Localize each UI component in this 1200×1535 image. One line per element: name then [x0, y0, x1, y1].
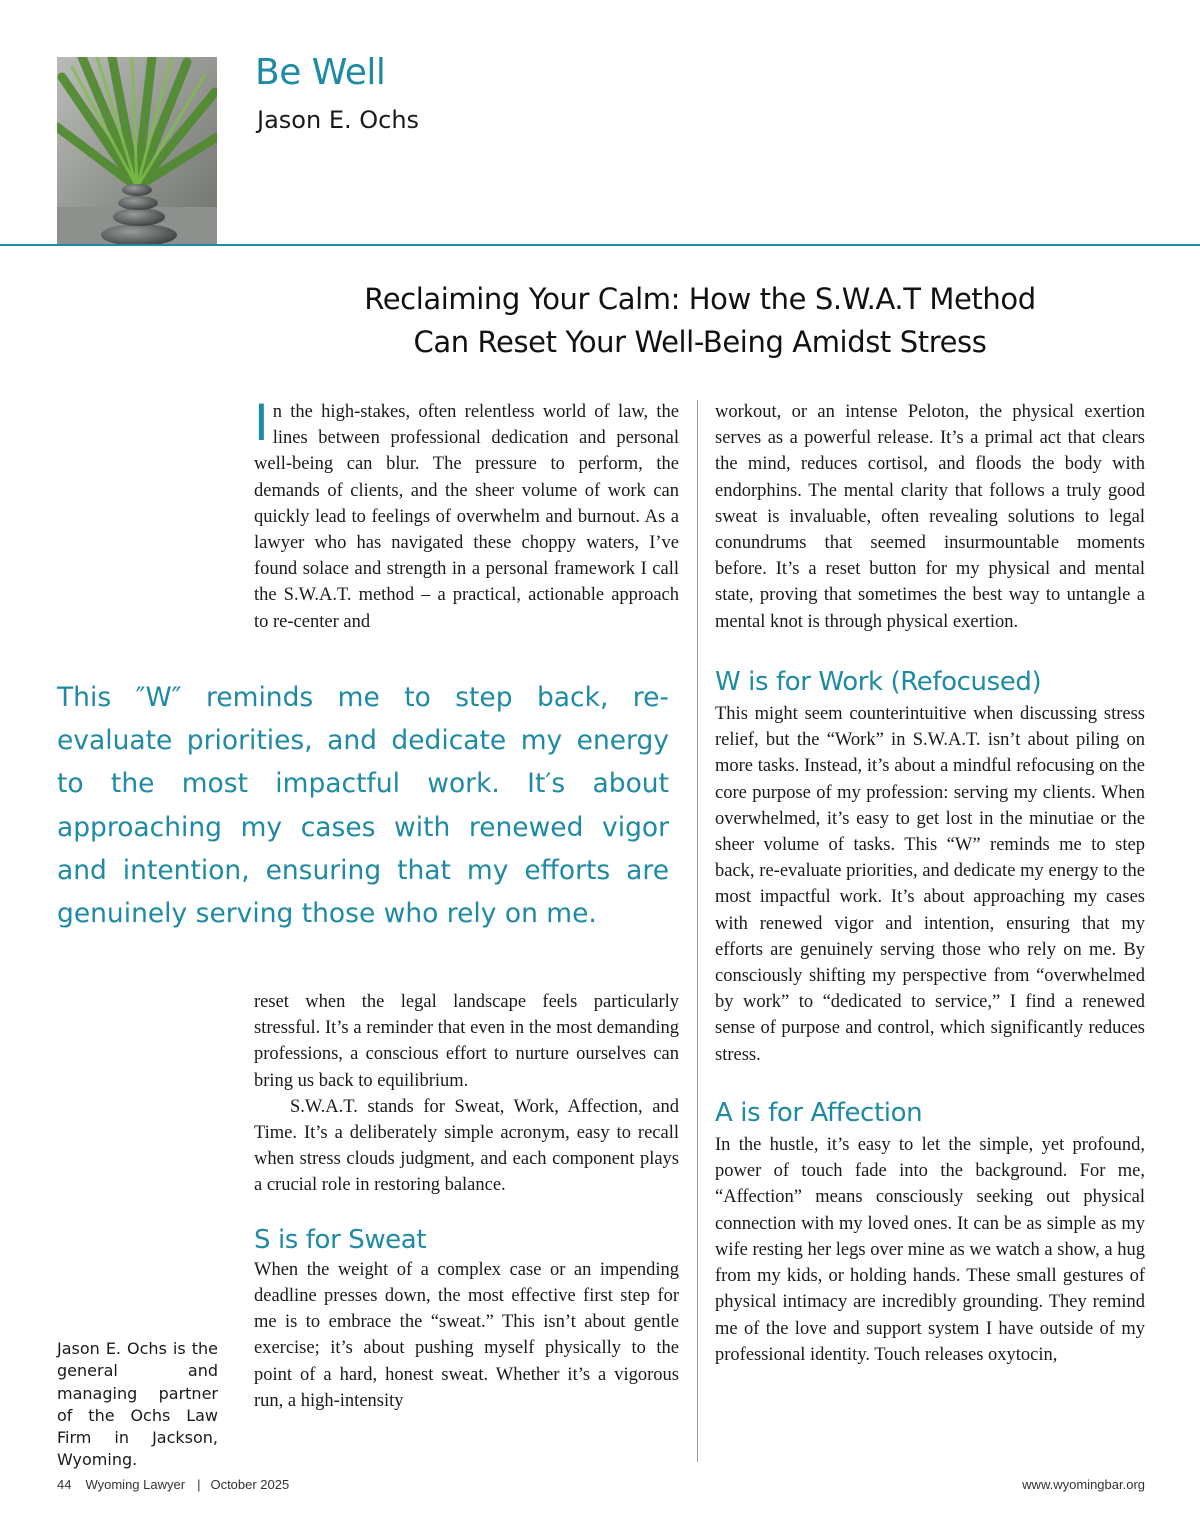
- website-link[interactable]: www.wyomingbar.org: [1022, 1477, 1145, 1492]
- article-title-line2: Can Reset Your Well-Being Amidst Stress: [413, 325, 987, 359]
- intro-text-part1: n the high-stakes, often relentless world of law, the lines between professional dedication and personal well-being can blur. The pressure to perform, the demands of clients, and the sheer volume of work can quickly lead to feelings of overwhelm and burnout. As a lawyer who has navigated these choppy waters, I’ve found solace and strength in a personal framework I call the S.W.A.T. method – a practical, actionable approach to re-center and: [254, 402, 679, 632]
- sweat-heading: S is for Sweat: [254, 1224, 427, 1255]
- pull-quote: This ″W″ reminds me to step back, re-evaluate priorities, and dedicate my energy to the most impactful work. It′s about approaching my cases with renewed vigor and intention, ensuring that my efforts are genuinely serving those who rely on me.: [57, 682, 669, 930]
- palm-leaf-stacked-stones-icon: [57, 57, 217, 245]
- intro-paragraph: [254, 394, 679, 635]
- column-1-top: [254, 394, 679, 635]
- page-footer: [57, 1477, 1145, 1492]
- drop-cap: I: [254, 394, 269, 452]
- footer-separator: |: [197, 1477, 201, 1492]
- page-number: 44: [57, 1477, 72, 1492]
- affection-heading: A is for Affection: [715, 1097, 923, 1128]
- section-title: Be Well: [255, 52, 386, 93]
- column-1-bottom: [254, 989, 679, 1414]
- sweat-paragraph-part1: When the weight of a complex case or an impending deadline presses down, the most effective first step for me is to embrace the “sweat.” This isn’t about gentle exercise; it’s about pushing myself physically to the point of a hard, honest sweat. Whether it’s a vigorous run, a high-intensity: [254, 1259, 679, 1411]
- article-title-line1: Reclaiming Your Calm: How the S.W.A.T Method: [364, 282, 1036, 316]
- column-2: [715, 399, 1145, 1368]
- column-divider: [697, 400, 698, 1462]
- work-heading: W is for Work (Refocused): [715, 666, 1042, 697]
- header-photo: [57, 57, 217, 245]
- issue-date: October 2025: [210, 1477, 290, 1492]
- article-title: [250, 278, 1150, 364]
- acronym-paragraph: S.W.A.T. stands for Sweat, Work, Affection, and Time. It’s a deliberately simple acronym, easy to recall when stress clouds judgment, and each component plays a crucial role in restoring balance.: [254, 1096, 679, 1196]
- work-paragraph: This might seem counterintuitive when discussing stress relief, but the “Work” in S.W.A.T. isn’t about piling on more tasks. Instead, it’s about a mindful refocusing on the core purpose of my profession: serving my clients. When overwhelmed, it’s easy to get lost in the minutiae or the sheer volume of tasks. This “W” reminds me to step back, re-evaluate priorities, and dedicate my energy to the most impactful work. It’s about approaching my cases with renewed vigor and intention, ensuring that my efforts are genuinely serving those who rely on me. By consciously shifting my perspective from “overwhelmed by work” to “dedicated to service,” I find a renewed sense of purpose and control, which significantly reduces stress.: [715, 704, 1145, 1065]
- header-rule: [0, 244, 1200, 246]
- sweat-paragraph-part2: workout, or an intense Peloton, the physical exertion serves as a powerful release. It’s a primal act that clears the mind, reduces cortisol, and floods the body with endorphins. The mental clarity that follows a truly good sweat is invaluable, often revealing solutions to legal conundrums that seemed insurmountable moments before. It’s a reset button for my physical and mental state, proving that sometimes the best way to untangle a mental knot is through physical exertion.: [715, 402, 1145, 632]
- intro-text-part2: reset when the legal landscape feels particularly stressful. It’s a reminder that even in the most demanding professions, a conscious effort to nurture ourselves can bring us back to equilibrium.: [254, 992, 679, 1091]
- publication-name: Wyoming Lawyer: [85, 1477, 186, 1492]
- header-author: Jason E. Ochs: [257, 106, 420, 134]
- author-bio: Jason E. Ochs is the general and managing partner of the Ochs Law Firm in Jackson, Wyoming.: [57, 1339, 218, 1470]
- affection-paragraph: In the hustle, it’s easy to let the simple, yet profound, power of touch fade into the background. For me, “Affection” means consciously seeking out physical connection with my loved ones. It can be as simple as my wife resting her legs over mine as we watch a show, a hug from my kids, or holding hands. These small gestures of physical intimacy are incredibly grounding. They remind me of the love and support system I have outside of my professional identity. Touch releases oxytocin,: [715, 1135, 1145, 1365]
